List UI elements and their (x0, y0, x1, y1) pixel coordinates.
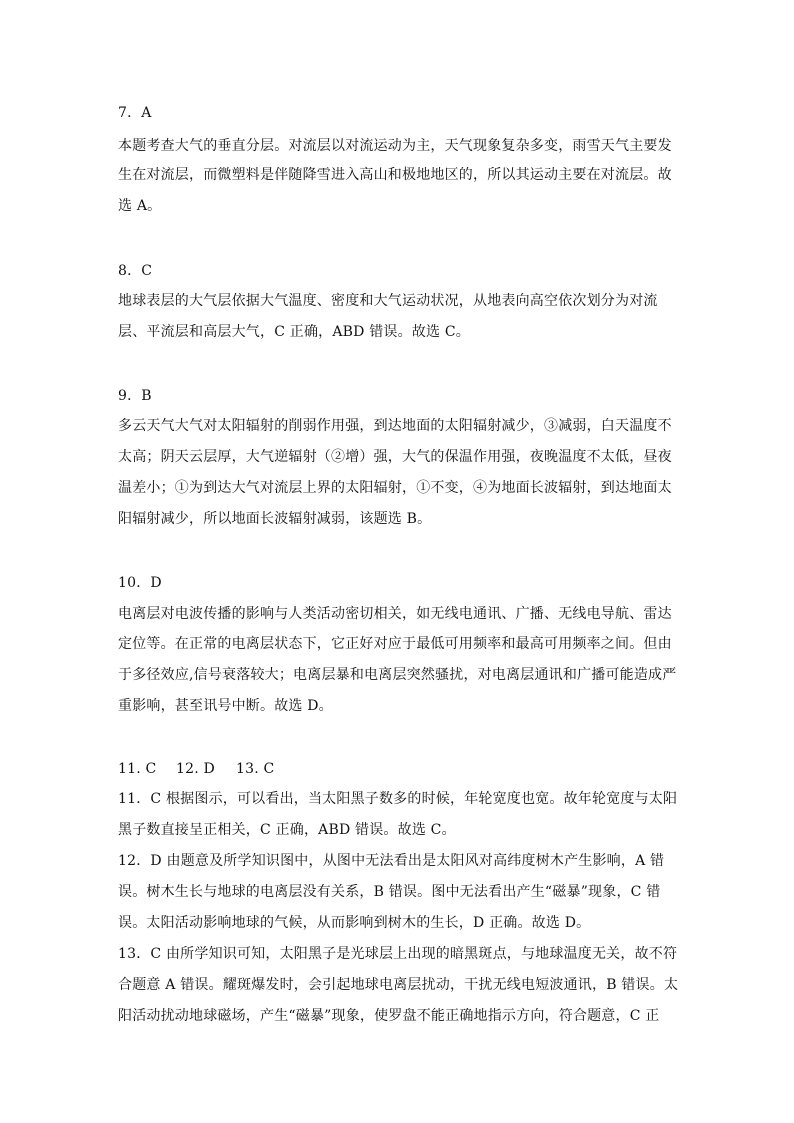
answer-9-text-line-4: 阳辐射减少，所以地面长波辐射减弱，该题选 B。 (118, 511, 432, 527)
answer-7-text-line-1: 本题考查大气的垂直分层。对流层以对流运动为主，天气现象复杂多变，雨雪天气主要发 (118, 138, 672, 154)
answer-9-text-line-1: 多云天气大气对太阳辐射的削弱作用强，到达地面的太阳辐射减少，③减弱，白天温度不 (118, 418, 672, 434)
answer-9-heading: 9．B (118, 388, 152, 404)
answer-13-label: 13. C (236, 761, 275, 777)
answer-10-text-line-4: 重影响，甚至讯号中断。故选 D。 (118, 698, 333, 714)
answer-10-text-line-3: 于多径效应,信号衰落较大；电离层暴和电离层突然骚扰，对电离层通讯和广播可能造成严 (118, 667, 677, 683)
answer-10-text-line-1: 电离层对电波传播的影响与人类活动密切相关，如无线电通讯、广播、无线电导航、雷达 (118, 606, 672, 622)
answer-10-heading: 10．D (118, 575, 162, 591)
group-text-line-4: 误。树木生长与地球的电离层没有关系，B 错误。图中无法看出产生“磁暴”现象，C 错 (118, 884, 661, 900)
answer-9-text-line-2: 太高；阴天云层厚，大气逆辐射（②增）强，大气的保温作用强，夜晚温度不太低，昼夜 (118, 449, 672, 465)
group-text-line-5: 误。太阳活动影响地球的气候，从而影响到树木的生长，D 正确。故选 D。 (118, 915, 591, 931)
group-text-line-1: 11．C 根据图示，可以看出，当太阳黑子数多的时候，年轮宽度也宽。故年轮宽度与太阳 (118, 791, 678, 807)
answer-8-heading: 8．C (118, 263, 153, 279)
answer-12-label: 12. D (176, 761, 215, 777)
group-text-line-7: 合题意 A 错误。耀斑爆发时，会引起地球电离层扰动，干扰无线电短波通讯，B 错误。太 (118, 977, 679, 993)
answer-11-label: 11. C (118, 761, 157, 777)
group-text-line-8: 阳活动扰动地球磁场，产生“磁暴”现象，使罗盘不能正确地指示方向，符合题意，C 正 (118, 1008, 660, 1024)
answer-8-text-line-1: 地球表层的大气层依据大气温度、密度和大气运动状况，从地表向高空依次划分为对流 (118, 293, 658, 309)
answer-9-text-line-3: 温差小；①为到达大气对流层上界的太阳辐射，①不变，④为地面长波辐射，到达地面太 (118, 480, 672, 496)
group-text-line-3: 12．D 由题意及所学知识图中，从图中无法看出是太阳风对高纬度树木产生影响，A 错 (118, 853, 665, 869)
group-text-line-2: 黑子数直接呈正相关，C 正确，ABD 错误。故选 C。 (118, 822, 456, 838)
answer-7-text-line-2: 生在对流层，而微塑料是伴随降雪进入高山和极地地区的，所以其运动主要在对流层。故 (118, 167, 672, 183)
group-text-line-6: 13．C 由所学知识可知，太阳黑子是光球层上出现的暗黑斑点，与地球温度无关，故不符 (118, 946, 678, 962)
answer-7-text-line-3: 选 A。 (118, 198, 162, 214)
answer-10-text-line-2: 定位等。在正常的电离层状态下，它正好对应于最低可用频率和最高可用频率之间。但由 (118, 636, 672, 652)
answer-7-heading: 7．A (118, 105, 152, 121)
answer-8-text-line-2: 层、平流层和高层大气，C 正确，ABD 错误。故选 C。 (118, 324, 470, 340)
answers-11-13-row (118, 760, 274, 778)
